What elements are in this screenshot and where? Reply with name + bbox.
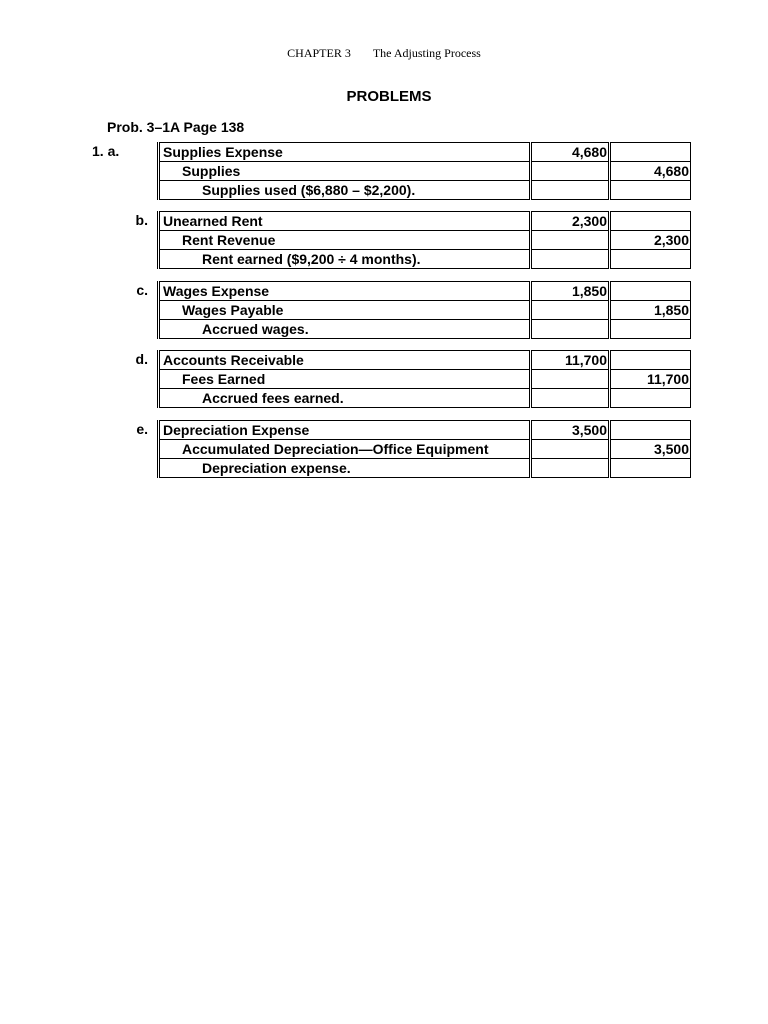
- debit-account: Supplies Expense: [159, 143, 531, 162]
- credit-amount: 11,700: [610, 370, 691, 389]
- table-row: [159, 212, 691, 231]
- debit-amount: 3,500: [531, 421, 610, 440]
- entry-label: c.: [136, 282, 148, 298]
- journal-entry-b: [0, 211, 768, 271]
- credit-amount-empty: [610, 351, 691, 370]
- table-row: [159, 440, 691, 459]
- credit-amount-empty: [610, 143, 691, 162]
- debit-amount: 2,300: [531, 212, 610, 231]
- entry-label: 1. a.: [92, 143, 120, 159]
- entry-explanation: Depreciation expense.: [159, 459, 531, 478]
- journal-table: [157, 211, 691, 269]
- debit-amount: 4,680: [531, 143, 610, 162]
- debit-amount: 1,850: [531, 282, 610, 301]
- section-title: PROBLEMS: [346, 88, 432, 105]
- credit-account: Fees Earned: [159, 370, 531, 389]
- debit-amount-empty: [531, 389, 610, 408]
- problem-reference: Prob. 3–1A Page 138: [107, 119, 245, 135]
- credit-amount-empty: [610, 320, 691, 339]
- debit-amount-empty: [531, 301, 610, 320]
- entry-label: b.: [135, 212, 148, 228]
- debit-amount-empty: [531, 320, 610, 339]
- table-row: [159, 459, 691, 478]
- table-row: [159, 421, 691, 440]
- credit-amount: 4,680: [610, 162, 691, 181]
- credit-account: Rent Revenue: [159, 231, 531, 250]
- credit-account: Supplies: [159, 162, 531, 181]
- table-row: [159, 320, 691, 339]
- debit-amount-empty: [531, 250, 610, 269]
- entry-explanation: Supplies used ($6,880 – $2,200).: [159, 181, 531, 200]
- journal-table: [157, 420, 691, 478]
- debit-amount: 11,700: [531, 351, 610, 370]
- debit-account: Depreciation Expense: [159, 421, 531, 440]
- debit-amount-empty: [531, 231, 610, 250]
- table-row: [159, 370, 691, 389]
- entry-label: e.: [136, 421, 148, 437]
- credit-amount: 1,850: [610, 301, 691, 320]
- credit-amount-empty: [610, 459, 691, 478]
- credit-amount: 2,300: [610, 231, 691, 250]
- entry-explanation: Accrued wages.: [159, 320, 531, 339]
- debit-account: Unearned Rent: [159, 212, 531, 231]
- journal-table: [157, 142, 691, 200]
- journal-table: [157, 350, 691, 408]
- credit-amount-empty: [610, 181, 691, 200]
- credit-amount-empty: [610, 282, 691, 301]
- debit-amount-empty: [531, 440, 610, 459]
- table-row: [159, 389, 691, 408]
- debit-account: Wages Expense: [159, 282, 531, 301]
- debit-amount-empty: [531, 181, 610, 200]
- debit-amount-empty: [531, 459, 610, 478]
- table-row: [159, 181, 691, 200]
- credit-amount: 3,500: [610, 440, 691, 459]
- table-row: [159, 162, 691, 181]
- table-row: [159, 301, 691, 320]
- entry-label: d.: [135, 351, 148, 367]
- entry-explanation: Rent earned ($9,200 ÷ 4 months).: [159, 250, 531, 269]
- table-row: [159, 250, 691, 269]
- table-row: [159, 143, 691, 162]
- page-header: [0, 46, 768, 61]
- credit-amount-empty: [610, 421, 691, 440]
- journal-table: [157, 281, 691, 339]
- credit-amount-empty: [610, 250, 691, 269]
- credit-account: Accumulated Depreciation—Office Equipment: [159, 440, 531, 459]
- table-row: [159, 231, 691, 250]
- credit-account: Wages Payable: [159, 301, 531, 320]
- debit-account: Accounts Receivable: [159, 351, 531, 370]
- table-row: [159, 282, 691, 301]
- journal-entry-c: [0, 281, 768, 341]
- journal-entry-e: [0, 420, 768, 480]
- credit-amount-empty: [610, 389, 691, 408]
- chapter-title: The Adjusting Process: [372, 46, 481, 60]
- journal-entry-d: [0, 350, 768, 410]
- debit-amount-empty: [531, 162, 610, 181]
- debit-amount-empty: [531, 370, 610, 389]
- journal-entry-a: [0, 142, 768, 202]
- credit-amount-empty: [610, 212, 691, 231]
- chapter-number: CHAPTER 3: [287, 46, 351, 60]
- table-row: [159, 351, 691, 370]
- entry-explanation: Accrued fees earned.: [159, 389, 531, 408]
